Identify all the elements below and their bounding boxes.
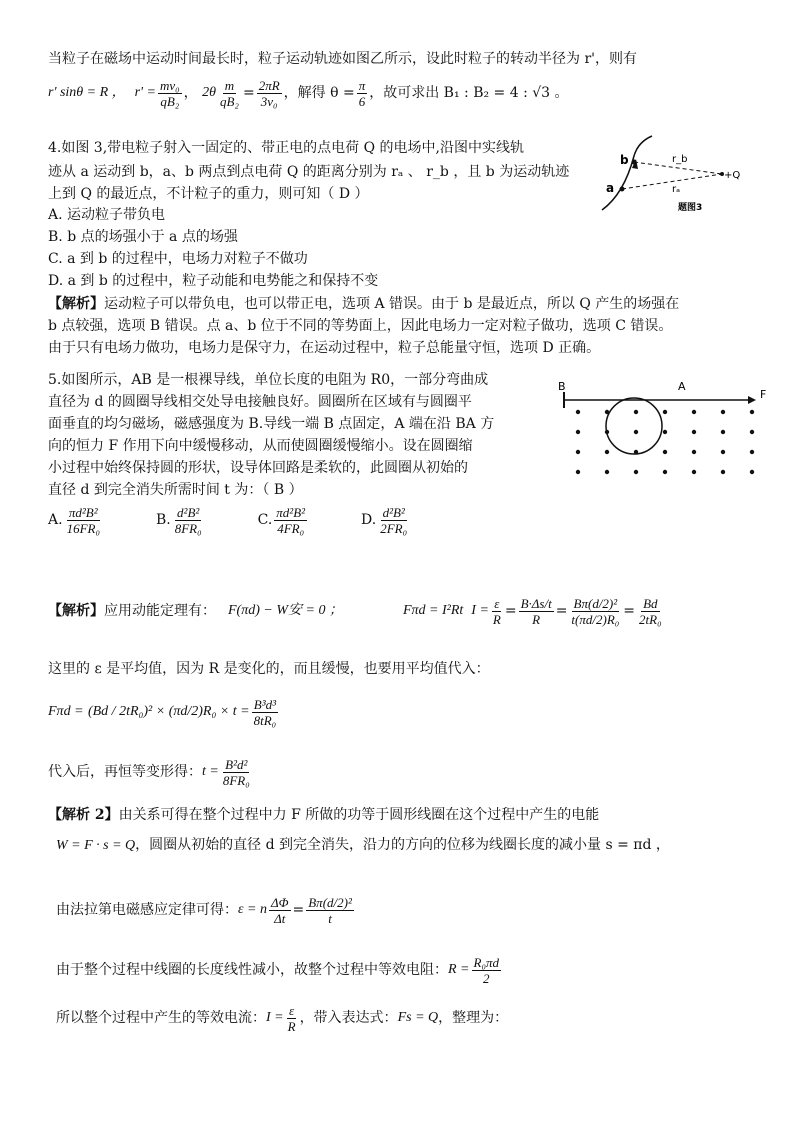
q4-label-q: +Q: [724, 170, 741, 181]
field-dot: [750, 430, 754, 434]
field-dot: [663, 450, 667, 454]
field-dot: [605, 450, 609, 454]
q5-label-a: A: [678, 380, 686, 393]
q5-option-d: $\frac{\text{d²B²}}{\text{2FR₀}}$: [380, 504, 408, 536]
q5-solution2-eq-w: W = F · s = Q: [56, 838, 136, 853]
q5-option-b: $\frac{\text{d²B²}}{\text{8FR₀}}$: [174, 504, 202, 536]
q5-solution2-text1: 由关系可得在整个过程中力 F 所做的功等于圆形线圈在这个过程中产生的电能: [118, 807, 600, 823]
q5-solution2-line3: [56, 880, 356, 940]
q5-solution2-fs: Fs = Q: [397, 1010, 439, 1025]
q5-solution2-text4: 由于整个过程中线圈的长度线性减小，故整个过程中等效电阻：: [56, 962, 448, 978]
q4-line1: 4.如图 3,带电粒子射入一固定的、带正电的点电荷 Q 的电场中,沿图中实线轨: [48, 140, 524, 156]
eq-2piR-frac: $\frac{2\pi R}{\text{3v₀}}$: [258, 77, 280, 109]
q5-option-d-label: D.: [361, 512, 377, 528]
field-dot: [750, 410, 754, 414]
field-dot: [750, 470, 754, 474]
field-dot: [692, 470, 696, 474]
q5-line5: 小过程中始终保持圆的形状，设导体回路是柔软的，此圆圈从初始的: [48, 460, 468, 476]
eq-solve: ，解得 θ =: [283, 85, 355, 101]
q5-line6: 直径 d 到完全消失所需时间 t 为：（ B ）: [48, 482, 303, 498]
q5-solution2-text5c: ，整理为：: [438, 1010, 509, 1026]
q5-eq-big: $\frac{\text{Bπ(d/2)²}}{\text{t(πd/2)R₀}}$: [571, 595, 620, 627]
field-dot: [634, 470, 638, 474]
q5-line1: 5.如图所示，AB 是一根裸导线，单位长度的电阻为 R0，一部分弯曲成: [48, 372, 489, 388]
q4-label-rb: r_b: [672, 154, 688, 165]
q5-option-c: $\frac{\text{πd²B²}}{\text{4FR₀}}$: [276, 504, 306, 536]
eq-rsin: r' sinθ = R ，: [48, 85, 126, 100]
field-dot: [721, 470, 725, 474]
q5-solution2-line4: [56, 950, 503, 990]
field-dot: [692, 430, 696, 434]
q5-solution2-dphi-dt: $\frac{\Delta\Phi}{\Delta t}$: [270, 894, 289, 926]
q4-label-b: b: [620, 153, 629, 167]
q5-solution2-i: I =: [266, 1010, 284, 1025]
q5-long-eq: [48, 690, 280, 734]
q5-solution2-eps: ε = n: [238, 902, 267, 917]
q5-solution2-line5: [56, 998, 508, 1038]
q5-field-dots: [576, 410, 754, 474]
q5-solution2-eq: =: [292, 902, 305, 918]
eq-theta-frac: $\frac{\pi}{6}$: [358, 77, 366, 109]
eq-r-prime: r' =: [134, 85, 156, 100]
top-equation-line: r' sinθ = R ， r' = $\frac{\text{mv₀}}{\text{qB₂}}$ ， 2θ $\frac{m}{\text{qB₂}}$ = $\frac{2\pi R}{\text{3v₀}}$ ，解得 θ = $\frac{\pi}{6}$ ，故可求出 B₁ : B₂ = 4 : √3 。: [48, 77, 569, 109]
q5-solution2-r: R =: [448, 962, 470, 977]
q5-eq-i: I =: [471, 603, 489, 618]
q5-long-eq-frac: $\frac{\text{B³d³}}{\text{8tR₀}}$: [253, 696, 277, 728]
q5-figure: [558, 378, 776, 480]
q5-solution2-r-frac: $\frac{\text{R₀πd}}{2}$: [473, 954, 499, 986]
q5-option-b-label: B.: [155, 512, 171, 528]
q5-force-arrow: [748, 396, 756, 404]
q5-avg-line: 这里的 ε 是平均值，因为 R 是变化的，而且缓慢，也要用平均值代入：: [48, 661, 490, 677]
eq-2theta: 2θ: [202, 85, 216, 100]
q4-option-a: A. 运动粒子带负电: [48, 207, 166, 223]
q5-wire-loop: [606, 398, 662, 454]
q5-label-b: B: [558, 380, 566, 393]
q4-explanation-text1: 运动粒子可以带负电，也可以带正电，选项 A 错误。由于 b 是最近点，所以 Q 产生的场强在: [104, 296, 680, 312]
field-dot: [576, 450, 580, 454]
field-dot: [663, 430, 667, 434]
q5-sub-frac: $\frac{\text{B²d²}}{\text{8FR₀}}$: [222, 756, 250, 788]
field-dot: [721, 430, 725, 434]
q4-option-c: C. a 到 b 的过程中，电场力对粒子不做功: [48, 251, 308, 267]
q5-eq-eq1: =: [504, 603, 517, 619]
q5-long-eq-left: Fπd =: [48, 704, 84, 719]
q4-line2: 迹从 a 运动到 b，a、b 两点到点电荷 Q 的距离分别为 rₐ 、 r_b ，且 b 为运动轨迹: [48, 164, 570, 180]
field-dot: [750, 450, 754, 454]
q5-eq-result: $\frac{Bd}{\text{2tR₀}}$: [639, 595, 662, 627]
field-dot: [634, 410, 638, 414]
q5-option-a: $\frac{\text{πd²B²}}{\text{16FR₀}}$: [66, 504, 100, 536]
q5-line4: 向的恒力 F 作用下向中缓慢移动，从而使圆圈缓慢缩小。设在圆圈缩: [48, 438, 473, 454]
q5-long-eq-mid: (Bd / 2tR₀)² × (πd/2)R₀ × t =: [87, 704, 250, 719]
q5-eq-eq2: =: [555, 603, 568, 619]
q5-eq-work: F(πd) − W安 = 0 ；: [228, 603, 343, 618]
q5-line2: 直径为 d 的圆圈导线相交处导电接触良好。圆圈所在区域有与圆圈平: [48, 394, 472, 410]
field-dot: [721, 410, 725, 414]
q4-explanation-line2: b 点较强，选项 B 错误。点 a、b 位于不同的等势面上，因此电场力一定对粒子做功，选项 C 错误。: [48, 318, 673, 334]
field-dot: [605, 470, 609, 474]
q5-label-f: F: [760, 388, 767, 401]
q5-solution2-flux-t: $\frac{\text{Bπ(d/2)²}}{t}$: [308, 894, 352, 926]
q4-label-a: a: [606, 181, 615, 195]
q5-solution2-line1: [48, 806, 599, 824]
q4-figure: [596, 134, 756, 216]
eq-r-frac: $\frac{\text{mv₀}}{\text{qB₂}}$: [159, 77, 180, 109]
q4-option-d: D. a 到 b 的过程中，粒子动能和电势能之和保持不变: [48, 273, 379, 289]
eq-equals: =: [242, 85, 255, 101]
q5-solution-text: 应用动能定理有：: [104, 603, 216, 619]
q4-explanation-line3: 由于只有电场力做功，电场力是保守力，在运动过程中，粒子总能量守恒，选项 D 正确。: [48, 340, 601, 356]
q4-explanation-line1: [48, 295, 679, 313]
q5-sub-text: 代入后，再恒等变形得：: [48, 764, 202, 780]
q4-explanation-tag: 【解析】: [48, 296, 104, 312]
q5-line3: 面垂直的均匀磁场，磁感强度为 B.导线一端 B 点固定，A 端在沿 BA 方: [48, 416, 495, 432]
q5-options: [48, 498, 411, 542]
q5-option-c-label: C.: [257, 512, 273, 528]
top-line1: 当粒子在磁场中运动时间最长时，粒子运动轨迹如图乙所示，设此时粒子的转动半径为 r'，则有: [48, 51, 637, 67]
q4-line3: 上到 Q 的最近点，不计粒子的重力，则可知（ D ）: [48, 186, 369, 202]
field-dot: [576, 410, 580, 414]
q5-solution-tag: 【解析】: [48, 603, 104, 619]
q5-solution2-i-frac: $\frac{\varepsilon}{R}$: [287, 1002, 296, 1034]
q5-solution2-text2: ，圆圈从初始的直径 d 到完全消失，沿力的方向的位移为线圈长度的减小量 s = πd ，: [135, 837, 670, 853]
q4-trajectory: [602, 136, 652, 210]
field-dot: [692, 450, 696, 454]
field-dot: [576, 430, 580, 434]
q5-eq-eq3: =: [623, 603, 636, 619]
field-dot: [692, 410, 696, 414]
q5-solution2-text5b: ，带入表达式：: [299, 1010, 398, 1026]
q4-option-b: B. b 点的场强小于 a 点的场强: [48, 229, 238, 245]
field-dot: [721, 450, 725, 454]
q5-solution2-line2: [56, 836, 670, 855]
field-dot: [576, 470, 580, 474]
q5-sub-line: [48, 752, 254, 792]
q5-solution2-tag: 【解析 2】: [48, 807, 119, 823]
q5-eq-flux-r: $\frac{B\cdot\Delta s/t}{R}$: [520, 595, 552, 627]
field-dot: [663, 410, 667, 414]
q5-sub-t: t =: [202, 764, 219, 779]
q5-solution2-text5: 所以整个过程中产生的等效电流：: [56, 1010, 266, 1026]
eq-conclusion: ，故可求出 B₁ : B₂ = 4 : √3 。: [369, 85, 569, 101]
q4-caption: 题图3: [678, 203, 703, 213]
q5-solution2-text3: 由法拉第电磁感应定律可得：: [56, 902, 238, 918]
eq-m-frac: $\frac{m}{\text{qB₂}}$: [219, 77, 239, 109]
q5-solution-line1: [48, 580, 666, 642]
q5-eq-energy: Fπd = I²Rt: [402, 603, 464, 618]
q5-eq-eps-r: $\frac{\varepsilon}{R}$: [492, 595, 501, 627]
q4-label-ra: rₐ: [672, 184, 681, 195]
q5-option-a-label: A.: [48, 512, 63, 528]
field-dot: [634, 430, 638, 434]
field-dot: [663, 470, 667, 474]
